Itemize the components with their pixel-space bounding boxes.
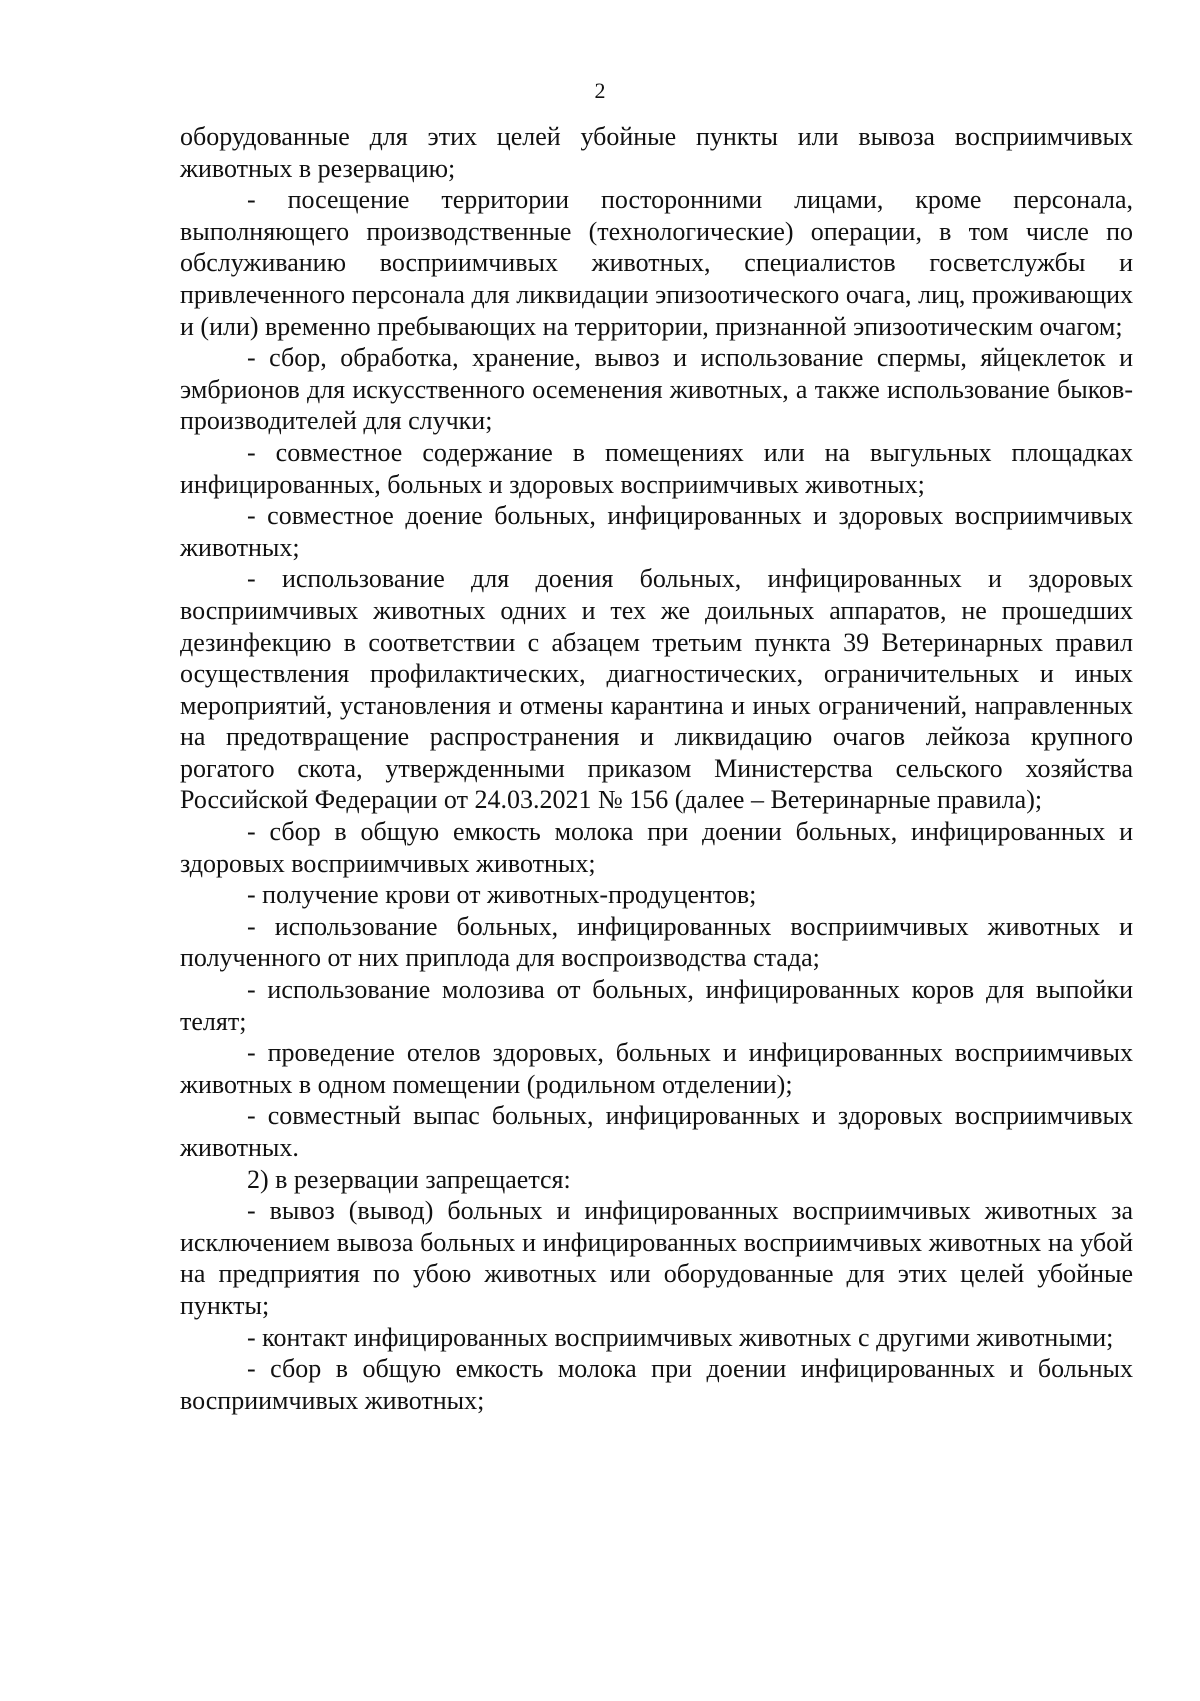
document-body	[180, 121, 1133, 1416]
page-number: 2	[594, 78, 606, 103]
paragraph-joint-keeping: - совместное содержание в помещениях или на выгульных площадках инфицированных, больных и здоровых восприимчивых животных;	[180, 437, 1133, 499]
paragraph-calving: - проведение отелов здоровых, больных и инфицированных восприимчивых животных в одном помещении (родильном отделении);	[180, 1038, 1133, 1099]
paragraph-blood-collection: - получение крови от животных-продуцентов;	[247, 880, 757, 910]
paragraph-removal: - вывоз (вывод) больных и инфицированных восприимчивых животных за исключением вывоза больных и инфицированных восприимчивых животных на убой на предприятия по убою животных или оборудованные для этих целей убойные пункты;	[180, 1196, 1133, 1320]
paragraph-grazing: - совместный выпас больных, инфицированных и здоровых восприимчивых животных.	[180, 1101, 1133, 1162]
paragraph-reservation-heading: 2) в резервации запрещается:	[247, 1164, 571, 1194]
paragraph-sperm-collection: - сбор, обработка, хранение, вывоз и использование спермы, яйцеклеток и эмбрионов для искусственного осеменения животных, а также использование быков-производителей для случки;	[180, 343, 1133, 436]
paragraph-visitors: - посещение территории посторонними лицами, кроме персонала, выполняющего производственные (технологические) операции, в том числе по обслуживанию восприимчивых животных, специалистов госветслужбы и привлеченного персонала для ликвидации эпизоотического очага, лиц, проживающих и (или) временно пребывающих на территории, признанной эпизоотическим очагом;	[180, 185, 1133, 341]
paragraph-milk-collection: - сбор в общую емкость молока при доении больных, инфицированных и здоровых восприимчивых животных;	[180, 817, 1133, 878]
paragraph-milking-machines: - использование для доения больных, инфицированных и здоровых восприимчивых животных одних и тех же доильных аппаратов, не прошедших дезинфекцию в соответствии с абзацем третьим пункта 39 Ветеринарных правил осуществления профилактических, диагностических, ограничительных и иных мероприятий, установления и отмены карантина и иных ограничений, направленных на предотвращение распространения и ликвидацию очагов лейкоза крупного рогатого скота, утвержденными приказом Министерства сельского хозяйства Российской Федерации от 24.03.2021 № 156 (далее – Ветеринарные правила);	[180, 564, 1133, 815]
paragraph-joint-milking: - совместное доение больных, инфицированных и здоровых восприимчивых животных;	[180, 501, 1133, 562]
paragraph-contact: - контакт инфицированных восприимчивых животных с другими животными;	[247, 1322, 1114, 1352]
paragraph-colostrum: - использование молозива от больных, инфицированных коров для выпойки телят;	[180, 975, 1133, 1036]
paragraph-reproduction: - использование больных, инфицированных восприимчивых животных и полученного от них приплода для воспроизводства стада;	[180, 911, 1133, 973]
paragraph-milk-collection-reservation: - сбор в общую емкость молока при доении инфицированных и больных восприимчивых животных;	[180, 1354, 1133, 1415]
paragraph-continuation: оборудованные для этих целей убойные пункты или вывоза восприимчивых животных в резервацию;	[180, 122, 1133, 183]
